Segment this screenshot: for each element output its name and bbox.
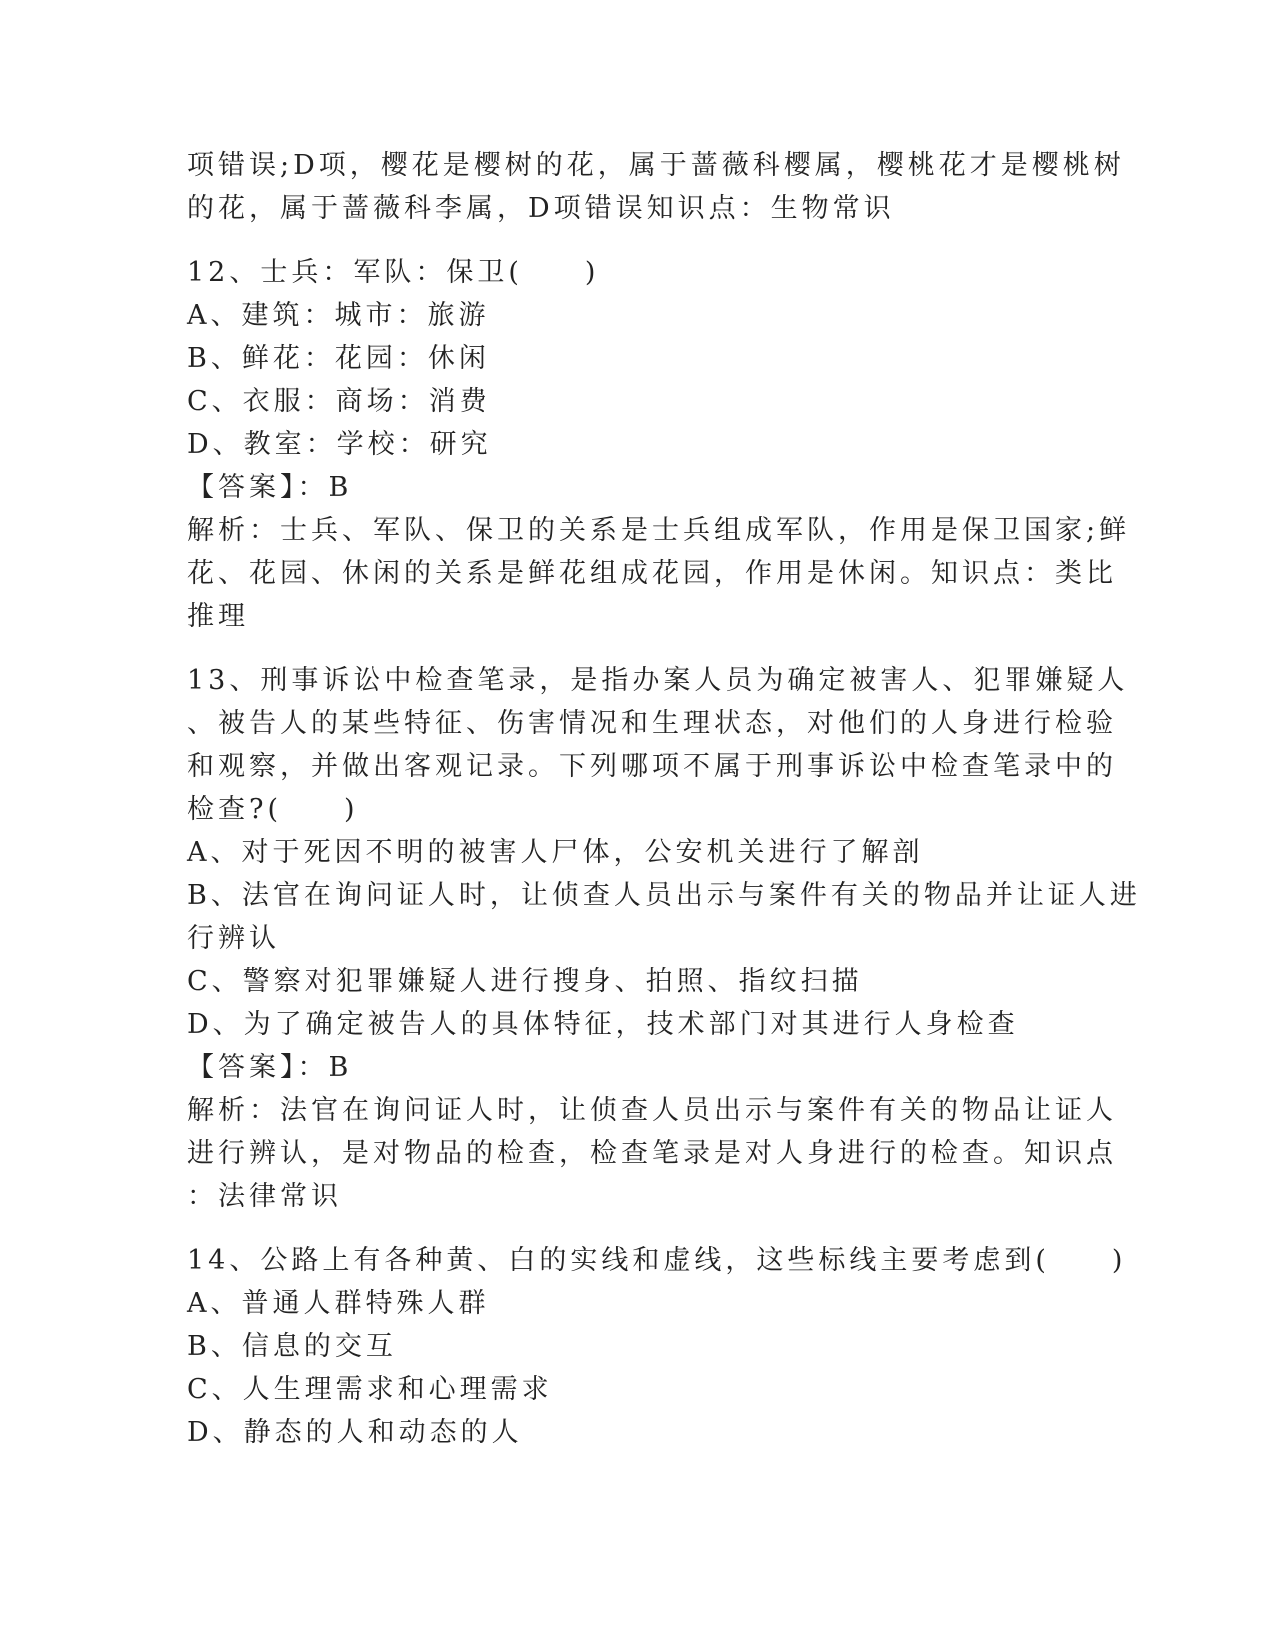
analysis-line: 花、花园、休闲的关系是鲜花组成花园，作用是休闲。知识点：类比 bbox=[187, 558, 1117, 589]
option-a: A、对于死因不明的被害人尸体，公安机关进行了解剖 bbox=[187, 837, 924, 868]
analysis-line: 进行辨认，是对物品的检查，检查笔录是对人身进行的检查。知识点 bbox=[187, 1138, 1117, 1169]
document-page bbox=[187, 144, 1141, 1454]
answer: 【答案】：B bbox=[187, 472, 353, 503]
option-d: D、为了确定被告人的具体特征，技术部门对其进行人身检查 bbox=[187, 1009, 1019, 1040]
option-b: B、信息的交互 bbox=[187, 1331, 397, 1362]
option-c: C、警察对犯罪嫌疑人进行搜身、拍照、指纹扫描 bbox=[187, 966, 863, 997]
question-text: 14、公路上有各种黄、白的实线和虚线，这些标线主要考虑到( ) bbox=[187, 1245, 1127, 1276]
question-text: 13、刑事诉讼中检查笔录，是指办案人员为确定被害人、犯罪嫌疑人 bbox=[187, 665, 1129, 696]
analysis-line: 解析：法官在询问证人时，让侦查人员出示与案件有关的物品让证人 bbox=[187, 1095, 1117, 1126]
analysis-line: ：法律常识 bbox=[187, 1181, 342, 1212]
question-text: 和观察，并做出客观记录。下列哪项不属于刑事诉讼中检查笔录中的 bbox=[187, 751, 1117, 782]
question-13 bbox=[187, 659, 1141, 1218]
option-d: D、静态的人和动态的人 bbox=[187, 1417, 523, 1448]
question-text: 检查?( ) bbox=[187, 794, 359, 825]
option-a: A、建筑：城市：旅游 bbox=[187, 300, 490, 331]
previous-explanation bbox=[187, 144, 1125, 230]
option-a: A、普通人群特殊人群 bbox=[187, 1288, 490, 1319]
question-text: 、被告人的某些特征、伤害情况和生理状态，对他们的人身进行检验 bbox=[187, 708, 1117, 739]
question-14 bbox=[187, 1239, 1127, 1454]
analysis-line: 解析：士兵、军队、保卫的关系是士兵组成军队，作用是保卫国家;鲜 bbox=[187, 515, 1131, 546]
option-c: C、人生理需求和心理需求 bbox=[187, 1374, 553, 1405]
option-d: D、教室：学校：研究 bbox=[187, 429, 492, 460]
answer: 【答案】：B bbox=[187, 1052, 353, 1083]
explanation-line: 的花，属于蔷薇科李属，D项错误知识点：生物常识 bbox=[187, 193, 895, 224]
analysis-line: 推理 bbox=[187, 601, 249, 632]
explanation-line: 项错误;D项，樱花是樱树的花，属于蔷薇科樱属，樱桃花才是樱桃树 bbox=[187, 150, 1125, 181]
option-c: C、衣服：商场：消费 bbox=[187, 386, 491, 417]
question-12 bbox=[187, 251, 1131, 638]
option-b: B、法官在询问证人时，让侦查人员出示与案件有关的物品并让证人进 bbox=[187, 880, 1141, 911]
option-b: B、鲜花：花园：休闲 bbox=[187, 343, 490, 374]
option-b-continued: 行辨认 bbox=[187, 923, 280, 954]
question-text: 12、士兵：军队：保卫( ) bbox=[187, 257, 600, 288]
